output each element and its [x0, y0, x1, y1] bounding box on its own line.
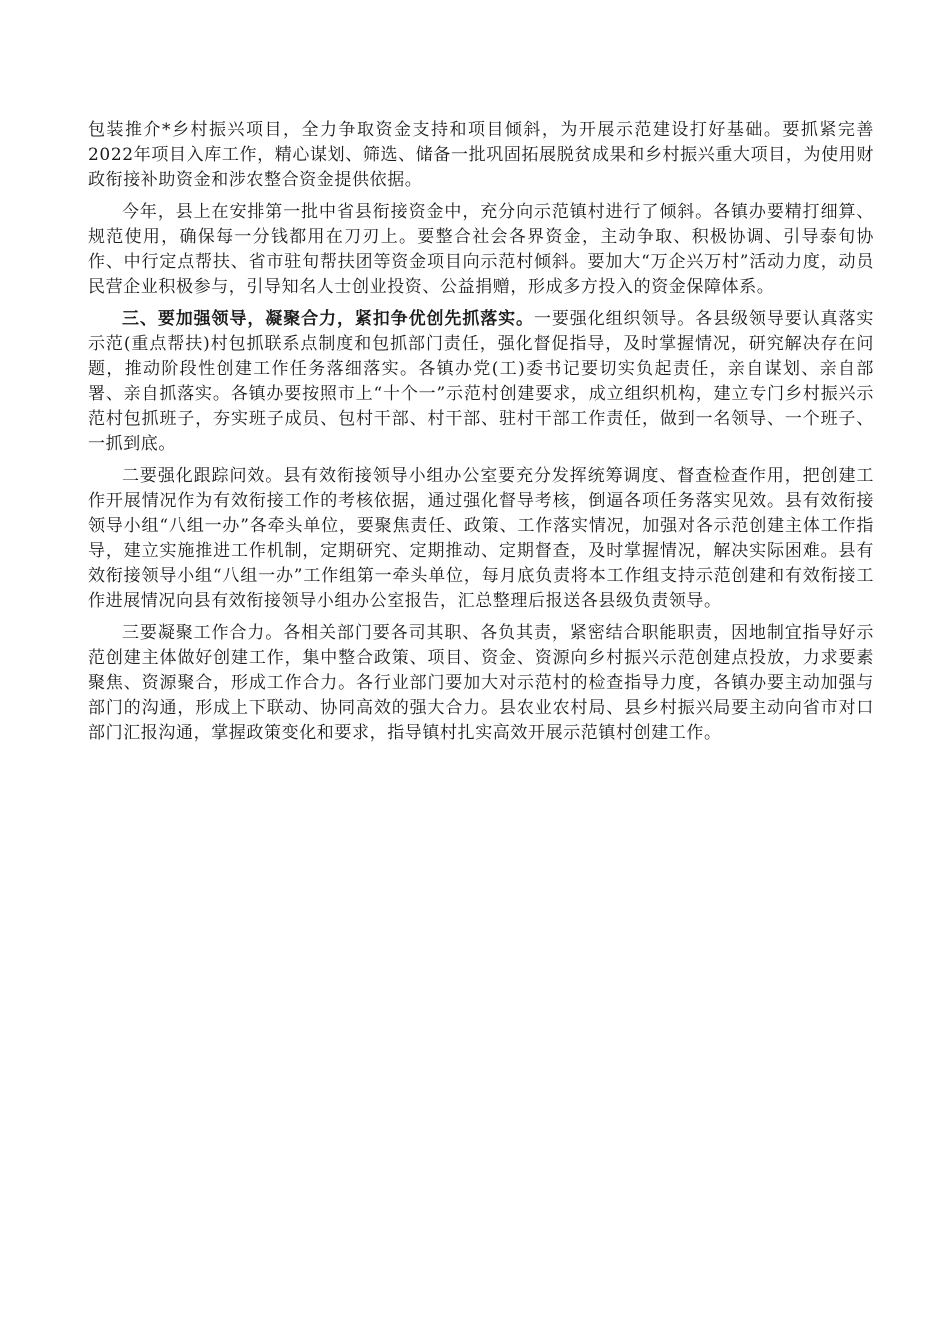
- paragraph-4-text: 二要强化跟踪问效。县有效衔接领导小组办公室要充分发挥统筹调度、督查检查作用，把创建工作开展情况作为有效衔接工作的考核依据，通过强化督导考核，倒逼各项任务落实见效。县有效衔接领导小组“八组一办”各牵头单位，要聚焦责任、政策、工作落实情况，加强对各示范创建主体工作指导，建立实施推进工作机制，定期研究、定期推动、定期督查，及时掌握情况，解决实际困难。县有效衔接领导小组“八组一办”工作组第一牵头单位，每月底负责将本工作组支持示范创建和有效衔接工作进展情况向县有效衔接领导小组办公室报告，汇总整理后报送各县级负责领导。: [88, 466, 874, 611]
- paragraph-4: [88, 464, 874, 614]
- paragraph-1-text: 包装推介*乡村振兴项目，全力争取资金支持和项目倾斜，为开展示范建设打好基础。要抓紧完善2022年项目入库工作，精心谋划、筛选、储备一批巩固拓展脱贫成果和乡村振兴重大项目，为使用财政衔接补助资金和涉农整合资金提供依据。: [88, 120, 874, 190]
- paragraph-1: [88, 118, 874, 193]
- paragraph-3-text: 一要强化组织领导。各县级领导要认真落实示范(重点帮扶)村包抓联系点制度和包抓部门责任，强化督促指导，及时掌握情况，研究解决存在问题，推动阶段性创建工作任务落细落实。各镇办党(工)委书记要切实负起责任，亲自谋划、亲自部署、亲自抓落实。各镇办要按照市上“十个一”示范村创建要求，成立组织机构，建立专门乡村振兴示范村包抓班子，夯实班子成员、包村干部、村干部、驻村干部工作责任，做到一名领导、一个班子、一抓到底。: [88, 309, 874, 454]
- section-heading: 三、要加强领导，凝聚合力，紧扣争优创先抓落实。: [122, 309, 534, 329]
- document-body: [88, 118, 874, 753]
- paragraph-2-text: 今年，县上在安排第一批中省县衔接资金中，充分向示范镇村进行了倾斜。各镇办要精打细算、规范使用，确保每一分钱都用在刀刃上。要整合社会各界资金，主动争取、积极协调、引导泰旬协作、中行定点帮扶、省市驻旬帮扶团等资金项目向示范村倾斜。要加大“万企兴万村”活动力度，动员民营企业积极参与，引导知名人士创业投资、公益捐赠，形成多方投入的资金保障体系。: [88, 202, 874, 297]
- paragraph-5: [88, 621, 874, 746]
- paragraph-2: [88, 200, 874, 300]
- paragraph-3: [88, 307, 874, 457]
- paragraph-5-text: 三要凝聚工作合力。各相关部门要各司其职、各负其责，紧密结合职能职责，因地制宜指导好示范创建主体做好创建工作，集中整合政策、项目、资金、资源向乡村振兴示范创建点投放，力求要素聚焦、资源聚合，形成工作合力。各行业部门要加大对示范村的检查指导力度，各镇办要主动加强与部门的沟通，形成上下联动、协同高效的强大合力。县农业农村局、县乡村振兴局要主动向省市对口部门汇报沟通，掌握政策变化和要求，指导镇村扎实高效开展示范镇村创建工作。: [88, 623, 874, 743]
